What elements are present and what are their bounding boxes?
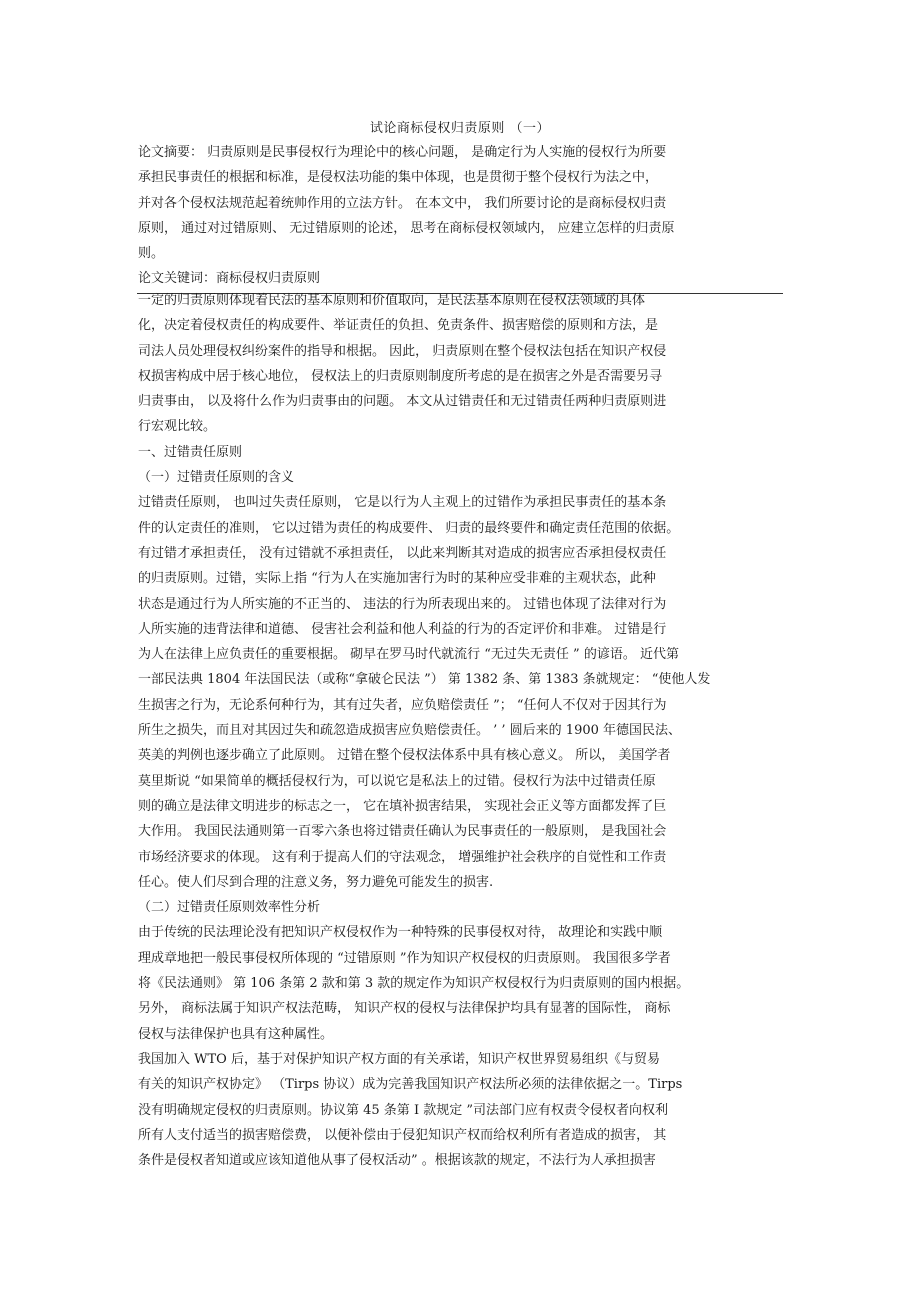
paragraph-line: 过错责任原则， 也叫过失责任原则， 它是以行为人主观上的过错作为承担民事责任的基本条 <box>138 495 667 511</box>
paragraph-line: 没有明确规定侵权的归责原则。协议第 45 条第 I 款规定 ”司法部门应有权责令侵权者向权利 <box>138 1102 668 1118</box>
paragraph-line: 归责事由， 以及将什么作为归责事由的问题。 本文从过错责任和无过错责任两种归责原则进 <box>138 394 667 410</box>
paragraph-line: 由于传统的民法理论没有把知识产权侵权作为一种特殊的民事侵权对待， 故理论和实践中顺 <box>138 925 663 941</box>
paragraph-line: 我国加入 WTO 后，基于对保护知识产权方面的有关承诺，知识产权世界贸易组织《与贸易 <box>138 1051 660 1067</box>
paragraph-line: 生损害之行为，无论系何种行为，其有过失者，应负赔偿责任 ”； “任何人不仅对于因其行为 <box>138 697 667 713</box>
paragraph-line: （一）过错责任原则的含义 <box>138 470 295 486</box>
paragraph-line: 侵权与法律保护也具有这种属性。 <box>138 1026 334 1042</box>
paragraph-line: 为人在法律上应负责任的重要根据。 砌早在罗马时代就流行 “无过失无责任 ” 的谚语。 近代第 <box>138 647 679 663</box>
paragraph-line: 一部民法典 1804 年法国民法（或称“拿破仑民法 ”） 第 1382 条、第 1383 条就规定： “使他人发 <box>138 672 711 688</box>
abstract-line: 并对各个侵权法规范起着统帅作用的立法方针。 在本文中， 我们所要讨论的是商标侵权归责 <box>138 195 667 211</box>
abstract-section <box>138 140 778 292</box>
paragraph-line: 条件是侵权者知道或应该知道他从事了侵权活动” 。根据该款的规定，不法行为人承担损害 <box>138 1153 656 1169</box>
paragraph-line: 人所实施的违背法律和道德、 侵害社会利益和他人利益的行为的否定评价和非难。 过错是行 <box>138 621 667 637</box>
paragraph-line: 任心。使人们尽到合理的注意义务，努力避免可能发生的损害. <box>138 874 494 890</box>
document-title: 试论商标侵权归责原则 （一） <box>369 121 551 136</box>
paragraph-line: 莫里斯说 “如果简单的概括侵权行为，可以说它是私法上的过错。侵权行为法中过错责任原 <box>138 773 656 789</box>
paragraph-line: 英美的判例也逐步确立了此原则。 过错在整个侵权法体系中具有核心意义。 所以， 美国学者 <box>138 748 671 764</box>
paragraph-line: 大作用。 我国民法通则第一百零六条也将过错责任确认为民事责任的一般原则， 是我国社会 <box>138 824 667 840</box>
paragraph-line: 件的认定责任的准则， 它以过错为责任的构成要件、 归责的最终要件和确定责任范围的依据。 <box>138 520 680 536</box>
paragraph-line: 司法人员处理侵权纠纷案件的指导和根据。 因此， 归责原则在整个侵权法包括在知识产权侵 <box>138 343 667 359</box>
body-section <box>138 288 778 1173</box>
abstract-line: 则。 <box>138 246 165 262</box>
paragraph-line: 市场经济要求的体现。 这有利于提高人们的守法观念， 增强维护社会秩序的自觉性和工作责 <box>138 849 667 865</box>
paragraph-line: 另外， 商标法属于知识产权法范畴， 知识产权的侵权与法律保护均具有显著的国际性， 商标 <box>138 1001 671 1017</box>
abstract-line: 承担民事责任的根据和标准，是侵权法功能的集中体现，也是贯彻于整个侵权行为法之中， <box>138 170 659 186</box>
paragraph-line: 将《民法通则》 第 106 条第 2 款和第 3 款的规定作为知识产权侵权行为归责原则的国内根据。 <box>138 976 690 992</box>
paragraph-line: 有关的知识产权协定》 （Tirps 协议）成为完善我国知识产权法所必须的法律依据之一。Tirps <box>138 1077 683 1093</box>
paragraph-line: 所生之损失，而且对其因过失和疏忽造成损害应负赔偿责任。 ’ ’ 圆后来的 1900 年德国民法、 <box>138 723 682 739</box>
paragraph-line: 一、过错责任原则 <box>138 444 243 460</box>
paragraph-line: （二）过错责任原则效率性分析 <box>138 900 321 916</box>
paragraph-line: 则的确立是法律文明进步的标志之一， 它在填补损害结果， 实现社会正义等方面都发挥了巨 <box>138 798 667 814</box>
paragraph-line: 行宏观比较。 <box>138 419 217 435</box>
paragraph-line: 化，决定着侵权责任的构成要件、举证责任的负担、免责条件、损害赔偿的原则和方法，是 <box>138 318 659 334</box>
paragraph-line: 一定的归责原则体现着民法的基本原则和价值取向，是民法基本原则在侵权法领域的具体 <box>138 293 646 308</box>
paragraph-line: 状态是通过行为人所实施的不正当的、 违法的行为所表现出来的。 过错也体现了法律对行为 <box>138 596 667 612</box>
paragraph-line: 所有人支付适当的损害赔偿费， 以便补偿由于侵犯知识产权而给权利所有者造成的损害， 其 <box>138 1127 667 1143</box>
abstract-line: 论文摘要： 归责原则是民事侵权行为理论中的核心问题， 是确定行为人实施的侵权行为所要 <box>138 145 667 160</box>
paragraph-line: 权损害构成中居于核心地位， 侵权法上的归责原则制度所考虑的是在损害之外是否需要另寻 <box>138 368 663 384</box>
paragraph-line: 理成章地把一般民事侵权所体现的 “过错原则 ”作为知识产权侵权的归责原则。 我国很多学者 <box>138 950 671 966</box>
paragraph-line: 的归责原则。过错，实际上指 “行为人在实施加害行为时的某种应受非难的主观状态，此种 <box>138 571 656 587</box>
abstract-line: 论文关键词：商标侵权归责原则 <box>138 271 321 287</box>
abstract-line: 原则， 通过对过错原则、 无过错原则的论述， 思考在商标侵权领域内， 应建立怎样的归责原 <box>138 220 675 236</box>
paragraph-line: 有过错才承担责任， 没有过错就不承担责任， 以此来判断其对造成的损害应否承担侵权责任 <box>138 545 667 561</box>
